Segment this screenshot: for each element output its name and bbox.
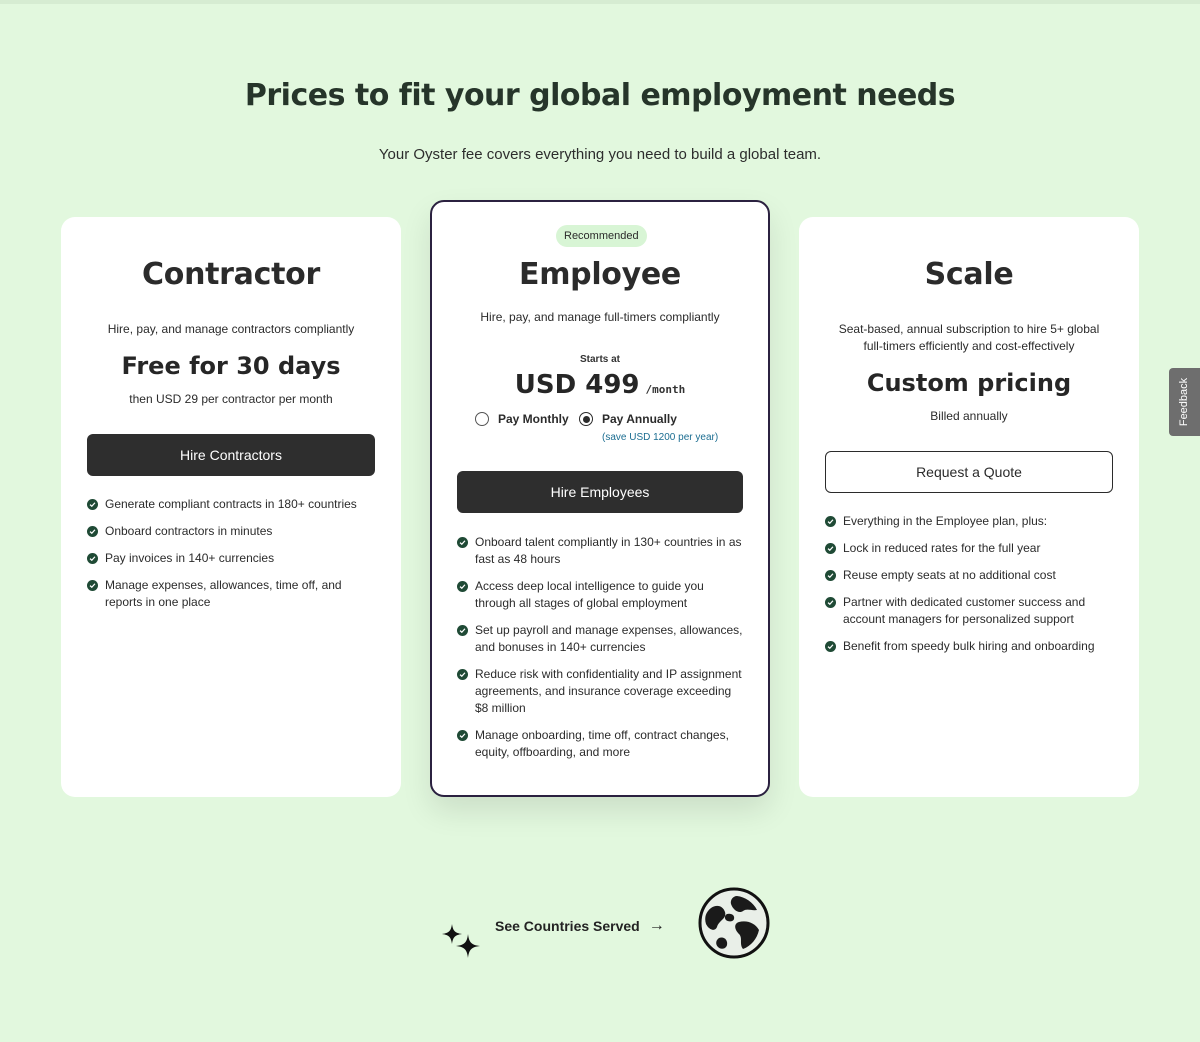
list-item: Access deep local intelligence to guide you through all stages of global employment [457,578,746,612]
plan-price: Free for 30 days [121,352,341,380]
plan-name: Contractor [142,257,320,292]
list-item: Onboard contractors in minutes [87,523,379,540]
check-icon [457,581,468,592]
radio-selected-icon[interactable] [579,412,593,426]
check-icon [87,526,98,537]
list-item: Partner with dedicated customer success and account managers for personalized support [825,594,1117,628]
check-icon [457,537,468,548]
list-item: Benefit from speedy bulk hiring and onboarding [825,638,1117,655]
plan-price: Custom pricing [866,369,1072,397]
page-title: Prices to fit your global employment needs [244,78,956,113]
check-icon [825,570,836,581]
pay-annually-radio[interactable]: Pay Annually [579,412,677,426]
recommended-badge: Recommended [556,225,647,247]
check-icon [87,499,98,510]
check-icon [825,543,836,554]
check-icon [457,625,468,636]
check-icon [457,730,468,741]
plan-description: Hire, pay, and manage full-timers compliantly [480,310,720,324]
list-item: Onboard talent compliantly in 130+ countries in as fast as 48 hours [457,534,746,568]
list-item: Manage expenses, allowances, time off, and reports in one place [87,577,379,611]
plan-price-note: then USD 29 per contractor per month [129,392,333,406]
list-item: Set up payroll and manage expenses, allowances, and bonuses in 140+ currencies [457,622,746,656]
globe-icon [697,886,771,960]
check-icon [825,641,836,652]
page-subtitle: Your Oyster fee covers everything you need to build a global team. [378,146,822,163]
plan-card-employee [430,200,770,797]
list-item: Reduce risk with confidentiality and IP assignment agreements, and insurance coverage exceeding $8 million [457,666,746,717]
plan-card-contractor [61,217,401,797]
plan-price: USD 499 [514,370,640,400]
request-quote-button[interactable]: Request a Quote [825,451,1113,493]
arrow-right-icon: → [648,917,665,934]
list-item: Reuse empty seats at no additional cost [825,567,1117,584]
plan-card-scale [799,217,1139,797]
countries-cta [440,886,780,966]
check-icon [87,553,98,564]
top-divider [0,0,1200,4]
price-period: /month [645,383,686,396]
plan-name: Scale [924,257,1014,292]
pay-monthly-radio[interactable]: Pay Monthly [475,412,569,426]
plan-description: Seat-based, annual subscription to hire 5+ global full-timers efficiently and cost-effectively [838,322,1100,353]
check-icon [825,597,836,608]
starts-at-label: Starts at [579,354,620,365]
hire-contractors-button[interactable]: Hire Contractors [87,434,375,476]
plan-price-note: Billed annually [930,409,1008,423]
hire-employees-button[interactable]: Hire Employees [457,471,743,513]
list-item: Lock in reduced rates for the full year [825,540,1117,557]
check-icon [825,516,836,527]
feature-list [825,513,1117,665]
plan-description: Hire, pay, and manage contractors compliantly [107,322,355,336]
feature-list [457,534,746,771]
list-item: Manage onboarding, time off, contract changes, equity, offboarding, and more [457,727,746,761]
price-row [432,370,768,400]
feedback-tab[interactable]: Feedback [1169,368,1200,436]
list-item: Generate compliant contracts in 180+ countries [87,496,379,513]
list-item: Everything in the Employee plan, plus: [825,513,1117,530]
see-countries-link[interactable]: See Countries Served → [495,917,665,934]
radio-unselected-icon[interactable] [475,412,489,426]
list-item: Pay invoices in 140+ currencies [87,550,379,567]
annual-savings-note: (save USD 1200 per year) [602,432,719,443]
feature-list [87,496,379,621]
check-icon [87,580,98,591]
plan-name: Employee [519,257,681,292]
sparkle-icon [440,920,486,960]
check-icon [457,669,468,680]
